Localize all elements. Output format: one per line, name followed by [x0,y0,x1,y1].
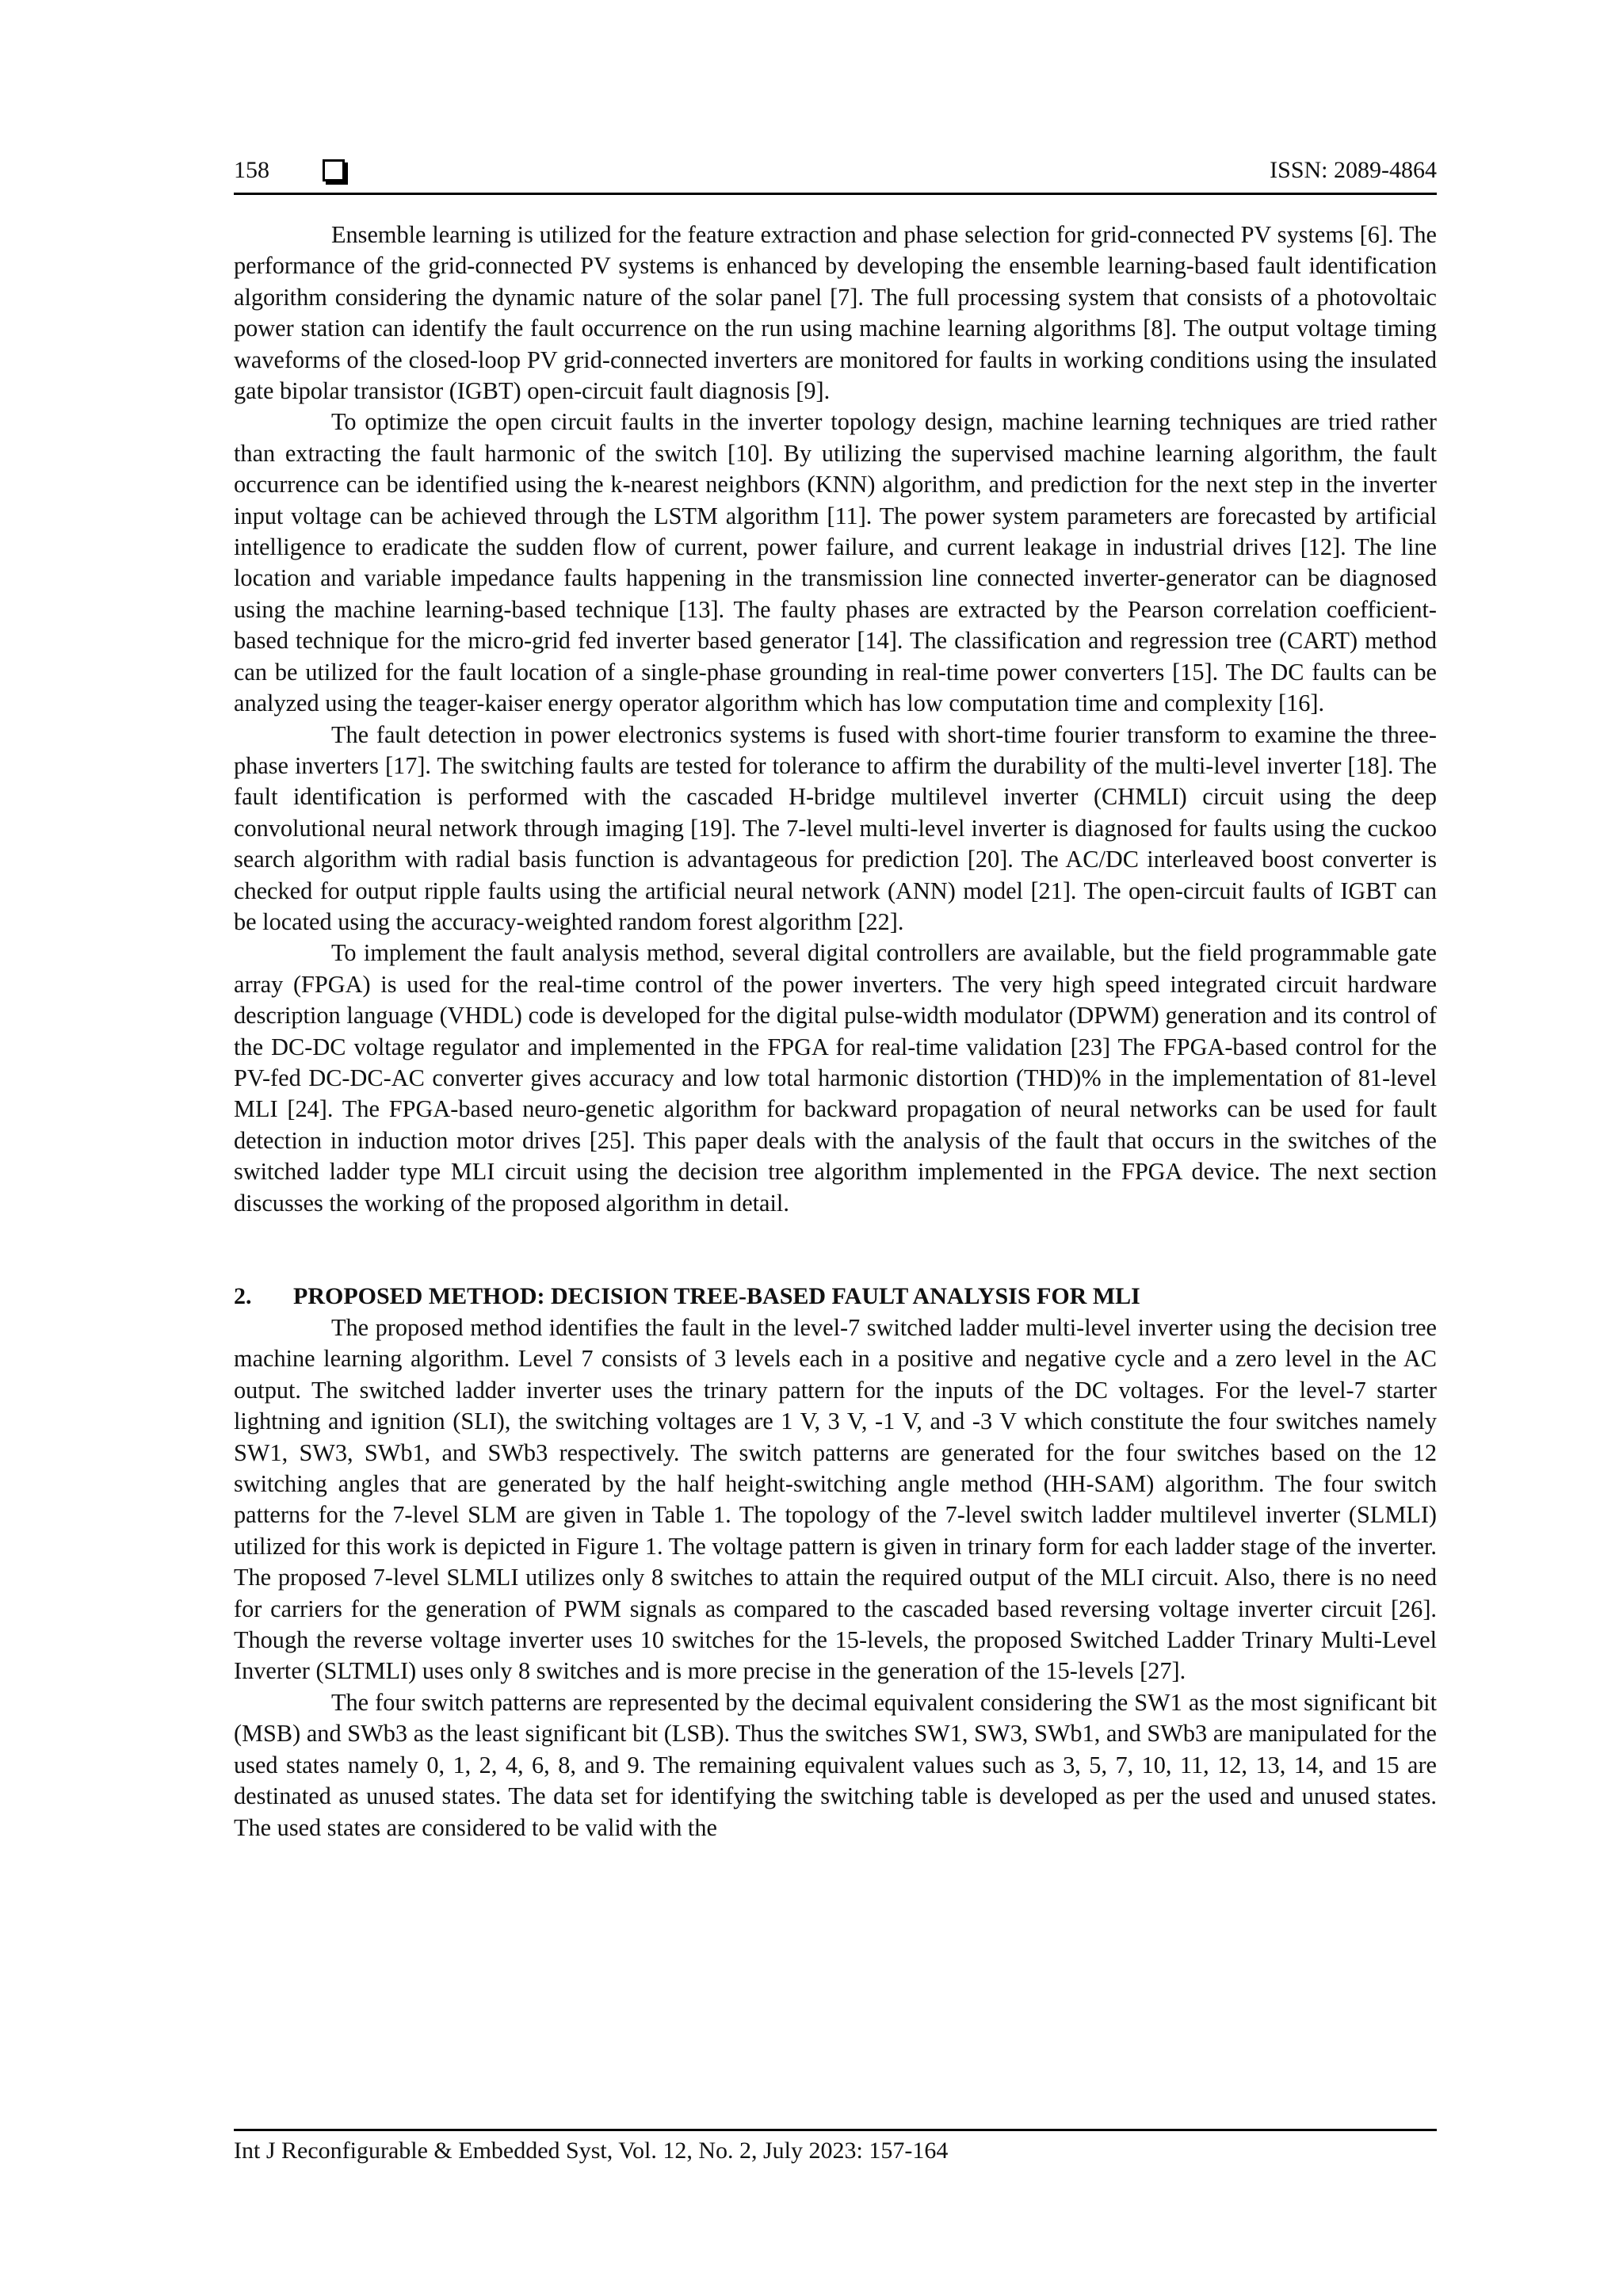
issn-label: ISSN: 2089-4864 [1270,157,1437,183]
body-paragraph: The fault detection in power electronics systems is fused with short-time fourier transform to examine the three-phase inverters [17]. The switching faults are tested for tolerance to affirm the durability of the multi-level inverter [18]. The fault identification is performed with the cascaded H-bridge multilevel inverter (CHMLI) circuit using the deep convolutional neural network through imaging [19]. The 7-level multi-level inverter is diagnosed for faults using the cuckoo search algorithm with radial basis function is advantageous for prediction [20]. The AC/DC interleaved boost converter is checked for output ripple faults using the artificial neural network (ANN) model [21]. The open-circuit faults of IGBT can be located using the accuracy-weighted random forest algorithm [22]. [234,720,1437,935]
footer-rule [234,2129,1437,2131]
box-bullet-icon [323,159,345,181]
body-paragraph: Ensemble learning is utilized for the feature extraction and phase selection for grid-connected PV systems [6]. The performance of the grid-connected PV systems is enhanced by developing the ensemble learning-based fault identification algorithm considering the dynamic nature of the solar panel [7]. The full processing system that consists of a photovoltaic power station can identify the fault occurrence on the run using machine learning algorithms [8]. The output voltage timing waveforms of the closed-loop PV grid-connected inverters are monitored for faults in working conditions using the insulated gate bipolar transistor (IGBT) open-circuit fault diagnosis [9]. [234,221,1437,405]
page-number: 158 [234,157,269,183]
header-rule [234,193,1437,195]
journal-citation: Int J Reconfigurable & Embedded Syst, Vol. 12, No. 2, July 2023: 157-164 [234,2137,949,2164]
section-title: PROPOSED METHOD: DECISION TREE-BASED FAULT ANALYSIS FOR MLI [293,1283,1140,1309]
body-paragraph: The proposed method identifies the fault in the level-7 switched ladder multi-level inverter using the decision tree machine learning algorithm. Level 7 consists of 3 levels each in a positive and negative cycle and a zero level in the AC output. The switched ladder inverter uses the trinary pattern for the inputs of the DC voltages. For the level-7 starter lightning and ignition (SLI), the switching voltages are 1 V, 3 V, -1 V, and -3 V which constitute the four switches namely SW1, SW3, SWb1, and SWb3 respectively. The switch patterns are generated for the four switches based on the 12 switching angles that are generated by the half height-switching angle method (HH-SAM) algorithm. The four switch patterns for the 7-level SLM are given in Table 1. The topology of the 7-level switch ladder multilevel inverter (SLMLI) utilized for this work is depicted in Figure 1. The voltage pattern is given in trinary form for each ladder stage of the inverter. The proposed 7-level SLMLI utilizes only 8 switches to attain the required output of the MLI circuit. Also, there is no need for carriers for the generation of PWM signals as compared to the cascaded based reversing voltage inverter circuit [26]. Though the reverse voltage inverter uses 10 switches for the 15-levels, the proposed Switched Ladder Trinary Multi-Level Inverter (SLTMLI) uses only 8 switches and is more precise in the generation of the 15-levels [27]. [234,1314,1437,1685]
article-body [234,220,1437,1843]
body-paragraph: The four switch patterns are represented by the decimal equivalent considering the SW1 as the most significant bit (MSB) and SWb3 as the least significant bit (LSB). Thus the switches SW1, SW3, SWb1, and SWb3 are manipulated for the used states namely 0, 1, 2, 4, 6, 8, and 9. The remaining equivalent values such as 3, 5, 7, 10, 11, 12, 13, 14, and 15 are destinated as unused states. The data set for identifying the switching table is developed as per the used and unused states. The used states are considered to be valid with the [234,1688,1437,1841]
body-paragraph: To implement the fault analysis method, several digital controllers are available, but the field programmable gate array (FPGA) is used for the real-time control of the power inverters. The very high speed integrated circuit hardware description language (VHDL) code is developed for the digital pulse-width modulator (DPWM) generation and its control of the DC-DC voltage regulator and implemented in the FPGA for real-time validation [23] The FPGA-based control for the PV-fed DC-DC-AC converter gives accuracy and low total harmonic distortion (THD)% in the implementation of 81-level MLI [24]. The FPGA-based neuro-genetic algorithm for backward propagation of neural networks can be used for fault detection in induction motor drives [25]. This paper deals with the analysis of the fault that occurs in the switches of the switched ladder type MLI circuit using the decision tree algorithm implemented in the FPGA device. The next section discusses the working of the proposed algorithm in detail. [234,939,1437,1217]
body-paragraph: To optimize the open circuit faults in the inverter topology design, machine learning techniques are tried rather than extracting the fault harmonic of the switch [10]. By utilizing the supervised machine learning algorithm, the fault occurrence can be identified using the k-nearest neighbors (KNN) algorithm, and prediction for the next step in the inverter input voltage can be achieved through the LSTM algorithm [11]. The power system parameters are forecasted by artificial intelligence to eradicate the sudden flow of current, power failure, and current leakage in industrial drives [12]. The line location and variable impedance faults happening in the transmission line connected inverter-generator can be diagnosed using the machine learning-based technique [13]. The faulty phases are extracted by the Pearson correlation coefficient-based technique for the micro-grid fed inverter based generator [14]. The classification and regression tree (CART) method can be utilized for the fault location of a single-phase grounding in real-time power converters [15]. The DC faults can be analyzed using the teager-kaiser energy operator algorithm which has low computation time and complexity [16]. [234,408,1437,717]
running-header [234,155,1437,193]
section-number: 2. [234,1283,252,1309]
section-heading [234,1281,1437,1312]
